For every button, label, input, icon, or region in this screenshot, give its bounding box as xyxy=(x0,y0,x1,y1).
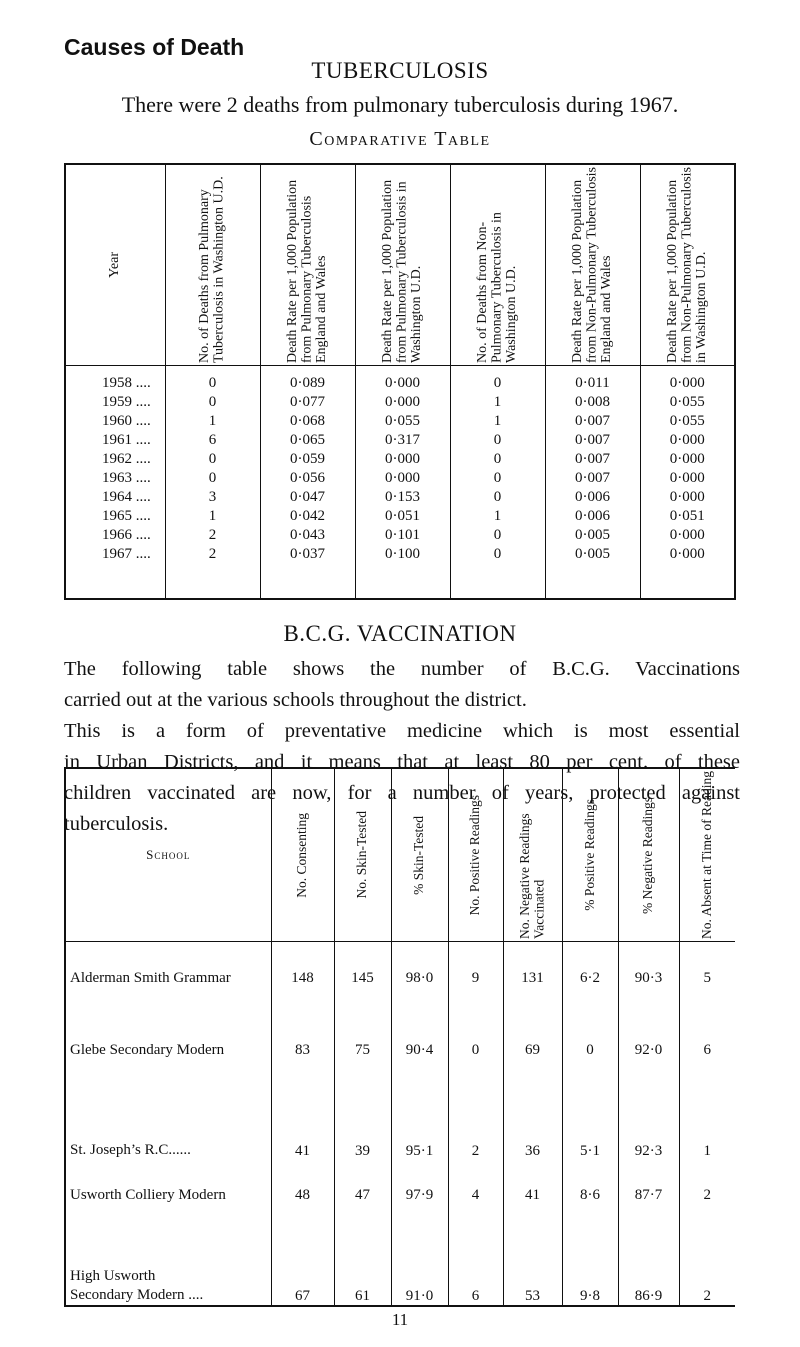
value-cell: 0·056 xyxy=(260,469,355,488)
table-row xyxy=(65,526,735,545)
value-cell: 5·1 xyxy=(562,1087,618,1159)
column-header xyxy=(679,768,735,942)
value-cell: 0·065 xyxy=(260,431,355,450)
value-cell: 69 xyxy=(503,1015,562,1087)
value-cell: 53 xyxy=(503,1232,562,1306)
value-cell: 83 xyxy=(271,1015,334,1087)
value-cell: 6 xyxy=(165,431,260,450)
column-header-label: Year xyxy=(107,252,122,278)
value-cell: 6·2 xyxy=(562,942,618,1015)
value-cell: 1 xyxy=(450,393,545,412)
column-header-label: No. Skin-Tested xyxy=(354,811,370,899)
table-row xyxy=(65,412,735,431)
bcg-vaccination-table xyxy=(64,767,735,1307)
school-name-line: Glebe Secondary Modern xyxy=(70,1042,225,1059)
intro-text: There were 2 deaths from pulmonary tuberculosis during 1967. xyxy=(121,92,679,117)
value-cell: 0·043 xyxy=(260,526,355,545)
value-cell: 2 xyxy=(165,526,260,545)
value-cell: 0·037 xyxy=(260,545,355,564)
value-cell: 0·000 xyxy=(640,526,735,545)
value-cell: 1 xyxy=(450,507,545,526)
value-cell: 0·101 xyxy=(355,526,450,545)
school-name-line: Secondary Modern .... xyxy=(70,1287,204,1303)
value-cell: 0·077 xyxy=(260,393,355,412)
table-row xyxy=(65,545,735,564)
value-cell: 0·317 xyxy=(355,431,450,450)
value-cell: 0·068 xyxy=(260,412,355,431)
column-header xyxy=(165,164,260,366)
spacer-cell xyxy=(355,564,450,599)
school-name-line: Usworth Colliery Modern xyxy=(70,1187,226,1204)
value-cell: 39 xyxy=(334,1087,391,1159)
spacer-row xyxy=(65,366,735,375)
value-cell: 0·007 xyxy=(545,431,640,450)
paragraph-line: children vaccinated are now, for a number of years, protected against xyxy=(64,782,740,804)
spacer-cell xyxy=(545,366,640,375)
value-cell: 0·000 xyxy=(640,450,735,469)
year-cell: 1960 .... xyxy=(65,412,165,431)
value-cell: 90·3 xyxy=(618,942,679,1015)
value-cell: 0·000 xyxy=(355,469,450,488)
value-cell: 0 xyxy=(450,488,545,507)
bcg-paragraph-1 xyxy=(64,654,740,716)
column-header xyxy=(355,164,450,366)
value-cell: 131 xyxy=(503,942,562,1015)
table-row xyxy=(65,488,735,507)
year-cell: 1961 .... xyxy=(65,431,165,450)
value-cell: 0 xyxy=(450,526,545,545)
column-header xyxy=(334,768,391,942)
value-cell: 9·8 xyxy=(562,1232,618,1306)
table-row xyxy=(65,469,735,488)
value-cell: 6 xyxy=(448,1232,503,1306)
value-cell: 0 xyxy=(448,1015,503,1087)
table-row xyxy=(65,1232,735,1306)
spacer-cell xyxy=(640,366,735,375)
table-header-row xyxy=(65,768,735,942)
value-cell: 0·008 xyxy=(545,393,640,412)
column-header xyxy=(640,164,735,366)
value-cell: 0 xyxy=(450,545,545,564)
column-header-label: No. Consenting xyxy=(294,812,310,898)
value-cell: 4 xyxy=(448,1160,503,1232)
value-cell: 0 xyxy=(165,469,260,488)
value-cell: 87·7 xyxy=(618,1160,679,1232)
school-name-cell xyxy=(65,1087,271,1159)
value-cell: 9 xyxy=(448,942,503,1015)
value-cell: 0·055 xyxy=(640,412,735,431)
column-header xyxy=(260,164,355,366)
value-cell: 0·042 xyxy=(260,507,355,526)
value-cell: 3 xyxy=(165,488,260,507)
spacer-cell xyxy=(355,366,450,375)
value-cell: 1 xyxy=(165,412,260,431)
value-cell: 41 xyxy=(503,1160,562,1232)
section-heading: Causes of Death xyxy=(64,34,245,60)
page-number: 11 xyxy=(391,1310,409,1329)
value-cell: 95·1 xyxy=(391,1087,448,1159)
column-header-label: No. Negative Readings Vaccinated xyxy=(517,813,547,939)
value-cell: 0·047 xyxy=(260,488,355,507)
spacer-cell xyxy=(260,366,355,375)
spacer-cell xyxy=(450,366,545,375)
column-header xyxy=(545,164,640,366)
value-cell: 0·051 xyxy=(355,507,450,526)
column-header-label: % Skin-Tested xyxy=(411,815,427,895)
value-cell: 98·0 xyxy=(391,942,448,1015)
value-cell: 0·007 xyxy=(545,469,640,488)
year-cell: 1964 .... xyxy=(65,488,165,507)
column-header xyxy=(65,164,165,366)
table-row xyxy=(65,393,735,412)
paragraph-line: The following table shows the number of B.C.G. Vaccinations xyxy=(64,658,740,680)
value-cell: 91·0 xyxy=(391,1232,448,1306)
value-cell: 0·007 xyxy=(545,412,640,431)
year-cell: 1958 .... xyxy=(65,374,165,393)
value-cell: 1 xyxy=(450,412,545,431)
year-cell: 1965 .... xyxy=(65,507,165,526)
value-cell: 36 xyxy=(503,1087,562,1159)
value-cell: 0·055 xyxy=(640,393,735,412)
column-header xyxy=(271,768,334,942)
paragraph-line: tuberculosis. xyxy=(64,813,169,835)
spacer-cell xyxy=(260,564,355,599)
paragraph-line: This is a form of preventative medicine which is most essential xyxy=(64,720,740,742)
year-cell: 1966 .... xyxy=(65,526,165,545)
school-name-cell xyxy=(65,1232,271,1306)
table-row xyxy=(65,507,735,526)
spacer-cell xyxy=(165,366,260,375)
value-cell: 0·007 xyxy=(545,450,640,469)
column-header-label: Death Rate per 1,000 Population from Pulmonary Tuberculosis in Washington U.D. xyxy=(379,179,424,363)
value-cell: 1 xyxy=(703,1142,711,1159)
value-cell: 2 xyxy=(448,1087,503,1159)
table-row xyxy=(65,1015,735,1087)
value-cell: 0·089 xyxy=(260,374,355,393)
paragraph-line: carried out at the various schools throughout the district. xyxy=(64,689,527,711)
value-cell: 0·011 xyxy=(545,374,640,393)
value-cell: 0 xyxy=(450,431,545,450)
value-cell: 92·0 xyxy=(618,1015,679,1087)
value-cell: 41 xyxy=(271,1087,334,1159)
column-header-label: No. of Deaths from Non-Pulmonary Tuberculosis in Washington U.D. xyxy=(474,212,519,363)
value-cell: 0·000 xyxy=(355,374,450,393)
spacer-cell xyxy=(450,564,545,599)
value-cell: 0 xyxy=(450,469,545,488)
column-header xyxy=(391,768,448,942)
school-name-cell xyxy=(65,942,271,1015)
value-cell: 2 xyxy=(703,1187,711,1204)
value-cell: 97·9 xyxy=(391,1160,448,1232)
spacer-cell xyxy=(65,366,165,375)
value-cell: 0·000 xyxy=(640,431,735,450)
value-cell: 2 xyxy=(703,1288,711,1304)
value-cell: 47 xyxy=(334,1160,391,1232)
value-cell: 86·9 xyxy=(618,1232,679,1306)
value-cell: 0·000 xyxy=(640,545,735,564)
table-row xyxy=(65,431,735,450)
value-cell: 48 xyxy=(271,1160,334,1232)
value-cell: 0·153 xyxy=(355,488,450,507)
table-row xyxy=(65,1160,735,1232)
column-header-label: No. Absent at Time of Reading xyxy=(699,771,714,939)
school-name-line: Alderman Smith Grammar xyxy=(70,969,231,986)
value-cell: 145 xyxy=(334,942,391,1015)
value-cell: 2 xyxy=(165,545,260,564)
page-title: TUBERCULOSIS xyxy=(311,58,489,83)
column-header xyxy=(503,768,562,942)
value-cell: 0·000 xyxy=(640,374,735,393)
spacer-row xyxy=(65,564,735,599)
value-cell: 0 xyxy=(450,374,545,393)
column-header-label: Death Rate per 1,000 Population from Non-Pulmonary Tuberculosis England and Wales xyxy=(569,167,614,363)
value-cell: 148 xyxy=(271,942,334,1015)
value-cell: 0·000 xyxy=(355,393,450,412)
value-cell: 0·100 xyxy=(355,545,450,564)
value-cell: 0 xyxy=(562,1015,618,1087)
comparative-heading: Comparative Table xyxy=(309,128,491,150)
column-header xyxy=(448,768,503,942)
column-header: School xyxy=(65,768,271,942)
column-header-label: % Negative Readings xyxy=(640,796,656,914)
table-row xyxy=(65,374,735,393)
value-cell: 1 xyxy=(165,507,260,526)
value-cell: 0 xyxy=(165,450,260,469)
year-cell: 1963 .... xyxy=(65,469,165,488)
table-header-row xyxy=(65,164,735,366)
year-cell: 1959 .... xyxy=(65,393,165,412)
column-header-label: Death Rate per 1,000 Population from Non-Pulmonary Tuberculosis in Washington U.D. xyxy=(664,167,709,363)
spacer-cell xyxy=(165,564,260,599)
value-cell: 0·000 xyxy=(640,488,735,507)
value-cell: 0·051 xyxy=(640,507,735,526)
value-cell: 0·006 xyxy=(545,507,640,526)
paragraph-line: in Urban Districts, and it means that at least 80 per cent. of these xyxy=(64,751,740,773)
value-cell: 90·4 xyxy=(391,1015,448,1087)
school-name-line: St. Joseph’s R.C...... xyxy=(70,1141,191,1158)
value-cell: 0·006 xyxy=(545,488,640,507)
value-cell: 92·3 xyxy=(618,1087,679,1159)
table-row xyxy=(65,450,735,469)
tuberculosis-comparative-table xyxy=(64,163,736,600)
column-header-label: % Positive Readings xyxy=(581,799,597,911)
value-cell: 67 xyxy=(271,1232,334,1306)
value-cell: 6 xyxy=(703,1042,711,1059)
column-header-label: Death Rate per 1,000 Population from Pulmonary Tuberculosis England and Wales xyxy=(284,179,329,363)
value-cell: 75 xyxy=(334,1015,391,1087)
table-row xyxy=(65,1087,735,1159)
value-cell: 0·055 xyxy=(355,412,450,431)
value-cell: 0 xyxy=(165,393,260,412)
school-name-cell xyxy=(65,1160,271,1232)
value-cell: 0·000 xyxy=(355,450,450,469)
spacer-cell xyxy=(545,564,640,599)
value-cell: 0 xyxy=(450,450,545,469)
school-name-cell xyxy=(65,1015,271,1087)
spacer-cell xyxy=(65,564,165,599)
column-header xyxy=(450,164,545,366)
table-row xyxy=(65,942,735,1015)
value-cell: 5 xyxy=(703,969,711,986)
value-cell: 8·6 xyxy=(562,1160,618,1232)
year-cell: 1962 .... xyxy=(65,450,165,469)
value-cell: 61 xyxy=(334,1232,391,1306)
value-cell: 0·059 xyxy=(260,450,355,469)
bcg-section-title: B.C.G. VACCINATION xyxy=(283,621,517,646)
school-name-line: High Usworth xyxy=(70,1268,156,1284)
column-header-label: No. of Deaths from Pulmonary Tuberculosis in Washington U.D. xyxy=(197,176,227,363)
column-header xyxy=(618,768,679,942)
year-cell: 1967 .... xyxy=(65,545,165,564)
value-cell: 0 xyxy=(165,374,260,393)
column-header xyxy=(562,768,618,942)
value-cell: 0·005 xyxy=(545,545,640,564)
spacer-cell xyxy=(640,564,735,599)
column-header-label: No. Positive Readings xyxy=(467,794,483,916)
value-cell: 0·000 xyxy=(640,469,735,488)
value-cell: 0·005 xyxy=(545,526,640,545)
